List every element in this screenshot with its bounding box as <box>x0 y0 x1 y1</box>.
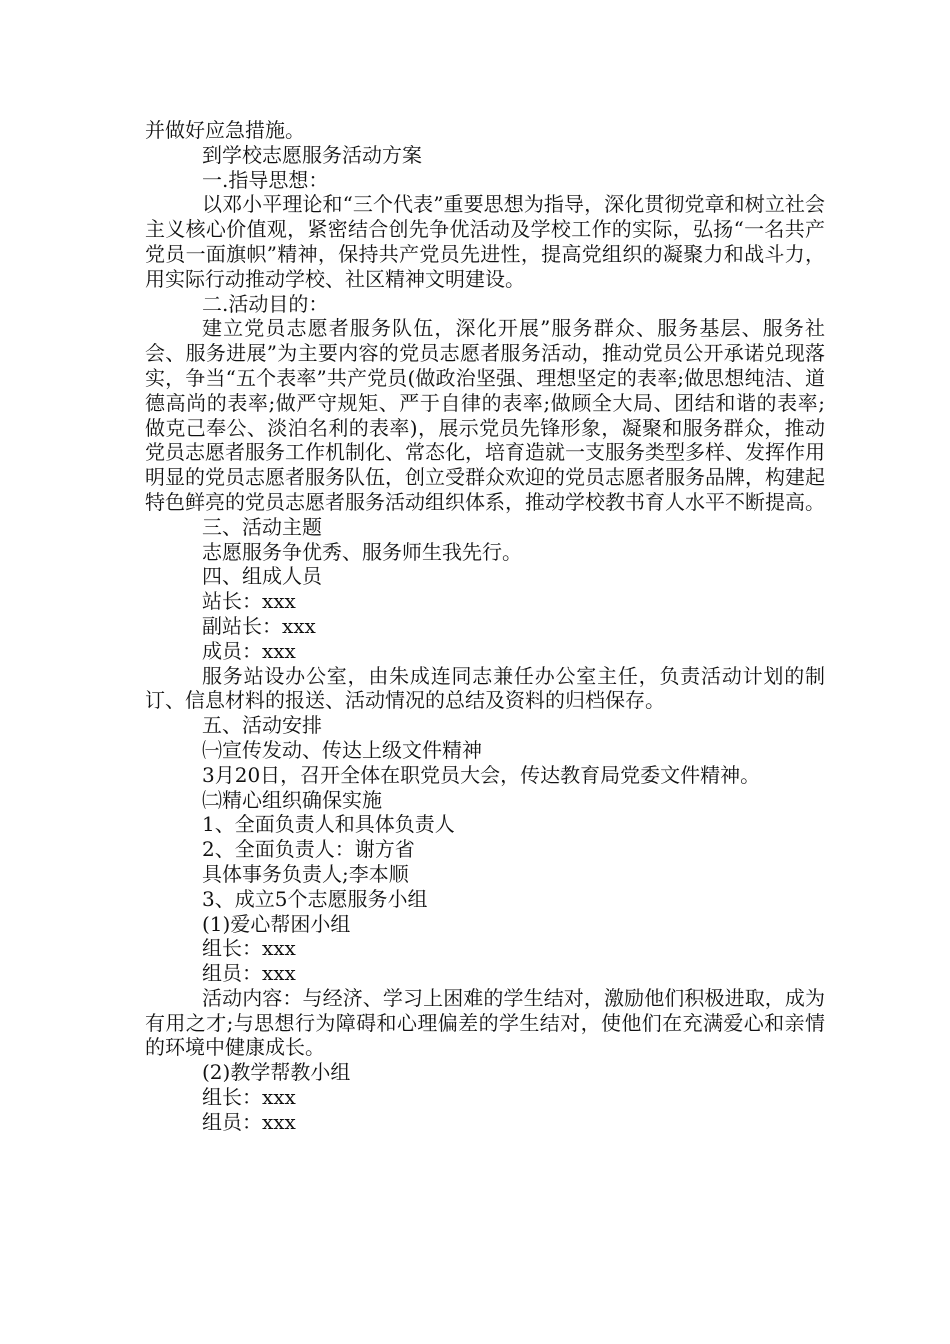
list-item: 成员：xxx <box>202 638 296 663</box>
paragraph: 以邓小平理论和“三个代表”重要思想为指导，深化贯彻党章和树立社会主义核心价值观，紧密结合创先争优活动及学校工作的实际，弘扬“一名共产党员一面旗帜”精神，保持共产党员先进性，提高党组织的凝聚力和战斗力，用实际行动推动学校、社区精神文明建设。 <box>145 192 825 291</box>
list-item: 副站长：xxx <box>202 613 316 638</box>
heading-guiding-ideology: 一.指导思想： <box>202 167 329 192</box>
list-item: 组员：xxx <box>202 961 296 986</box>
list-item: 2、全面负责人：谢方省 <box>202 837 415 862</box>
list-item: 站长：xxx <box>202 589 296 614</box>
list-item: 组长：xxx <box>202 936 296 961</box>
paragraph: 并做好应急措施。 <box>145 118 305 142</box>
subheading: ㈡精心组织确保实施 <box>202 787 382 812</box>
paragraph: 建立党员志愿者服务队伍，深化开展”服务群众、服务基层、服务社会、服务进展”为主要内容的党员志愿者服务活动，推动党员公开承诺兑现落实，争当“五个表率”共产党员(做政治坚强、理想坚定的表率;做思想纯洁、道德高尚的表率;做严守规矩、严于自律的表率;做顾全大局、团结和谐的表率;做克己奉公、淡泊名利的表率)，展示党员先锋形象，凝聚和服务群众，推动党员志愿者服务工作机制化、常态化，培育造就一支服务类型多样、发挥作用明显的党员志愿者服务队伍，创立受群众欢迎的党员志愿者服务品牌，构建起特色鲜亮的党员志愿者服务活动组织体系，推动学校教书育人水平不断提高。 <box>145 316 825 514</box>
heading-activity-theme: 三、活动主题 <box>202 514 322 539</box>
list-item: 组员：xxx <box>202 1109 296 1134</box>
subheading: (1)爱心帮困小组 <box>202 911 351 936</box>
list-item: 3、成立5个志愿服务小组 <box>202 886 428 911</box>
paragraph: 3月20日，召开全体在职党员大会，传达教育局党委文件精神。 <box>202 762 761 787</box>
list-item: 1、全面负责人和具体负责人 <box>202 812 455 837</box>
heading-activity-arrangement: 五、活动安排 <box>202 713 322 738</box>
paragraph: 志愿服务争优秀、服务师生我先行。 <box>202 539 522 564</box>
paragraph: 活动内容：与经济、学习上困难的学生结对，激励他们积极进取，成为有用之才;与思想行为障碍和心理偏差的学生结对，使他们在充满爱心和亲情的环境中健康成长。 <box>145 985 825 1060</box>
heading-members: 四、组成人员 <box>202 564 322 589</box>
list-item: 组长：xxx <box>202 1085 296 1110</box>
paragraph: 服务站设办公室，由朱成连同志兼任办公室主任，负责活动计划的制订、信息材料的报送、活动情况的总结及资料的归档保存。 <box>145 663 825 713</box>
heading-activity-purpose: 二.活动目的： <box>202 291 329 316</box>
subheading: ㈠宣传发动、传达上级文件精神 <box>202 737 482 762</box>
subheading: (2)教学帮教小组 <box>202 1060 351 1085</box>
document-body <box>145 118 825 1135</box>
list-item: 具体事务负责人;李本顺 <box>202 861 409 886</box>
section-title: 到学校志愿服务活动方案 <box>202 142 422 167</box>
